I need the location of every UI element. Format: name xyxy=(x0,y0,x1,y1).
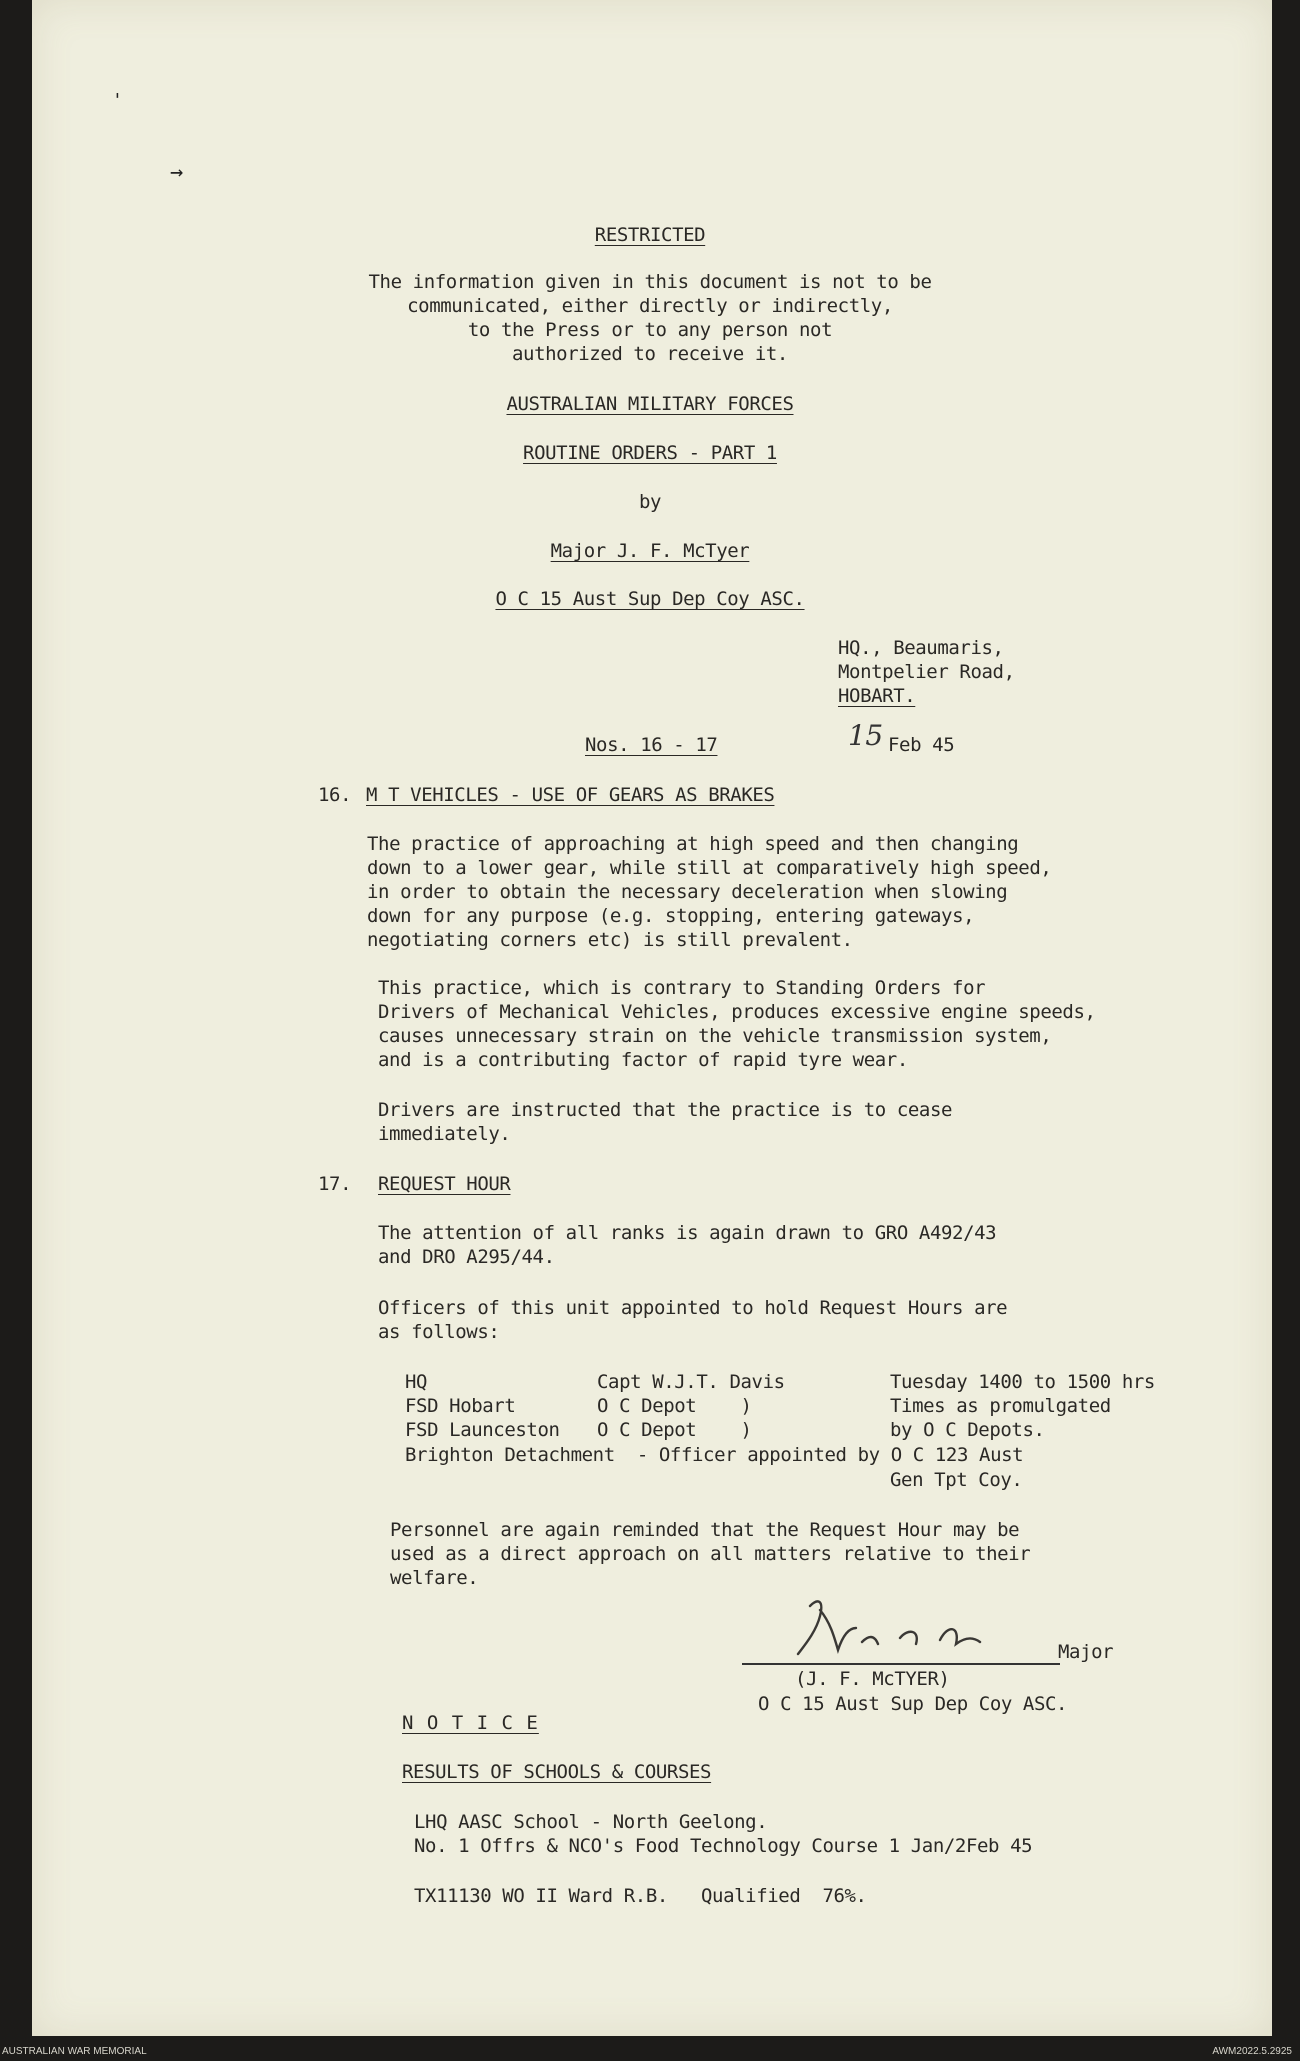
unit-name: O C 15 Aust Sup Dep Coy ASC. xyxy=(495,588,805,610)
notice-line: communicated, either directly or indirectly, xyxy=(407,295,893,317)
brighton-line: Brighton Detachment - Officer appointed by O C 123 Aust xyxy=(405,1444,1024,1466)
order-numbers: Nos. 16 - 17 xyxy=(585,734,718,756)
paragraph-line: Drivers are instructed that the practice is to cease xyxy=(378,1099,953,1121)
handwritten-signature xyxy=(790,1588,1040,1660)
paragraph-line: immediately. xyxy=(378,1123,511,1145)
table-cell-time: by O C Depots. xyxy=(890,1419,1045,1441)
table-cell-place: HQ xyxy=(405,1371,428,1393)
footer-right: AWM2022.5.2925 xyxy=(1212,2046,1292,2057)
notice-line: The information given in this document is not to be xyxy=(368,271,932,293)
address-city: HOBART. xyxy=(838,685,916,707)
classification-heading: RESTRICTED xyxy=(594,224,706,246)
date-rest: Feb 45 xyxy=(888,734,955,756)
notice-heading: RESULTS OF SCHOOLS & COURSES xyxy=(402,1761,712,1783)
table-cell-place: FSD Hobart xyxy=(405,1395,516,1417)
paragraph-line: causes unnecessary strain on the vehicle transmission system, xyxy=(378,1025,1052,1047)
paragraph-line: The practice of approaching at high speed and then changing xyxy=(367,833,1019,855)
paragraph-line: The attention of all ranks is again drawn to GRO A492/43 xyxy=(378,1222,997,1244)
signature-rank: Major xyxy=(1058,1641,1114,1663)
paragraph-line: negotiating corners etc) is still prevalent. xyxy=(367,929,853,951)
address-line: Montpelier Road, xyxy=(838,661,1015,683)
notice-line: to the Press or to any person not xyxy=(467,319,833,341)
paragraph-line: in order to obtain the necessary deceleration when slowing xyxy=(367,881,1008,903)
signature-name: (J. F. McTYER) xyxy=(795,1668,950,1690)
paragraph-line: Drivers of Mechanical Vehicles, produces excessive engine speeds, xyxy=(378,1001,1096,1023)
brighton-line: Gen Tpt Coy. xyxy=(890,1469,1023,1491)
table-cell-place: FSD Launceston xyxy=(405,1419,560,1441)
table-cell-time: Times as promulgated xyxy=(890,1395,1111,1417)
paragraph-line: used as a direct approach on all matters relative to their xyxy=(390,1543,1031,1565)
ink-mark: → xyxy=(170,160,184,185)
footer-left: AUSTRALIAN WAR MEMORIAL xyxy=(2,2046,147,2057)
item-heading: REQUEST HOUR xyxy=(378,1173,511,1195)
notice-title: N O T I C E xyxy=(402,1712,539,1734)
table-cell-time: Tuesday 1400 to 1500 hrs xyxy=(890,1371,1155,1393)
ink-mark: ' xyxy=(112,90,123,111)
notice-line: LHQ AASC School - North Geelong. xyxy=(414,1811,768,1833)
paragraph-line: down for any purpose (e.g. stopping, entering gateways, xyxy=(367,905,975,927)
paragraph-line: down to a lower gear, while still at comparatively high speed, xyxy=(367,857,1052,879)
table-cell-officer: O C Depot ) xyxy=(597,1395,752,1417)
notice-line: No. 1 Offrs & NCO's Food Technology Course 1 Jan/2Feb 45 xyxy=(414,1835,1033,1857)
table-cell-officer: Capt W.J.T. Davis xyxy=(597,1371,785,1393)
item-number: 16. xyxy=(318,784,352,806)
item-heading: M T VEHICLES - USE OF GEARS AS BRAKES xyxy=(366,784,775,806)
notice-line: authorized to receive it. xyxy=(512,343,788,365)
officer-name: Major J. F. McTyer xyxy=(550,540,750,562)
paragraph-line: Personnel are again reminded that the Request Hour may be xyxy=(390,1519,1020,1541)
paragraph-line: welfare. xyxy=(390,1567,479,1589)
org-heading: AUSTRALIAN MILITARY FORCES xyxy=(506,393,794,415)
paragraph-line: Officers of this unit appointed to hold Request Hours are xyxy=(378,1297,1008,1319)
paragraph-line: as follows: xyxy=(378,1321,500,1343)
signature-unit: O C 15 Aust Sup Dep Coy ASC. xyxy=(758,1693,1068,1715)
document-title: ROUTINE ORDERS - PART 1 xyxy=(523,442,777,464)
signature-line xyxy=(742,1663,1060,1665)
by-label: by xyxy=(638,491,662,513)
item-number: 17. xyxy=(318,1173,352,1195)
paragraph-line: and is a contributing factor of rapid tyre wear. xyxy=(378,1049,908,1071)
date-day-handwritten: 15 xyxy=(848,719,883,752)
address-line: HQ., Beaumaris, xyxy=(838,637,1004,659)
paragraph-line: and DRO A295/44. xyxy=(378,1246,555,1268)
paragraph-line: This practice, which is contrary to Standing Orders for xyxy=(378,977,986,999)
table-cell-officer: O C Depot ) xyxy=(597,1419,752,1441)
notice-result: TX11130 WO II Ward R.B. Qualified 76%. xyxy=(414,1885,867,1907)
